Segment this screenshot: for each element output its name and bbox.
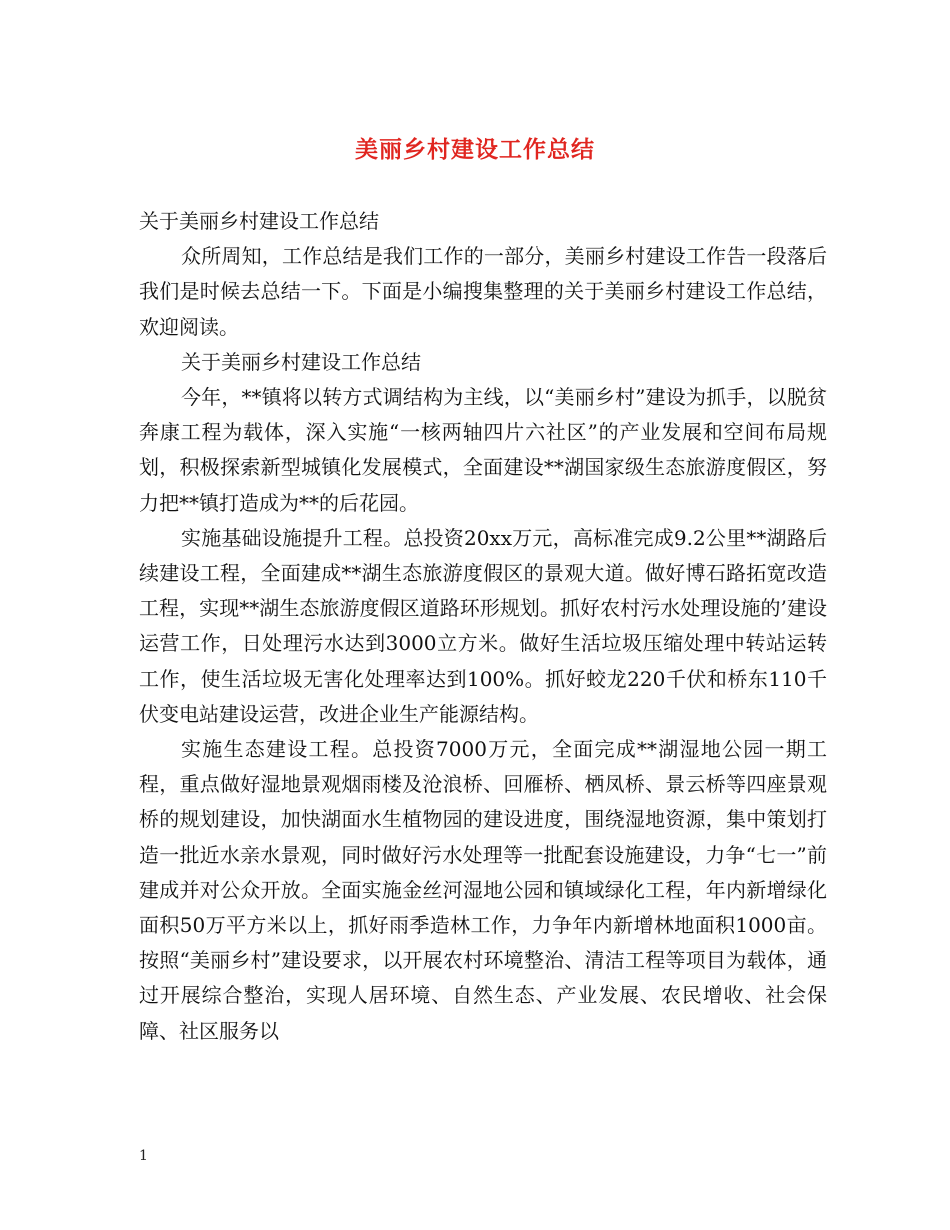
body-paragraph: 今年，**镇将以转方式调结构为主线，以“美丽乡村”建设为抓手，以脱贫奔康工程为载体，深入实施“一核两轴四片六社区”的产业发展和空间布局规划，积极探索新型城镇化发展模式，全面建设**湖国家级生态旅游度假区，努力把**镇打造成为**的后花园。 bbox=[139, 385, 827, 515]
document-title: 美丽乡村建设工作总结 bbox=[355, 137, 595, 163]
subheading-paragraph: 关于美丽乡村建设工作总结 bbox=[181, 349, 421, 374]
section-heading: 关于美丽乡村建设工作总结 bbox=[139, 209, 379, 233]
document-body bbox=[139, 204, 827, 1049]
body-paragraph: 实施生态建设工程。总投资7000万元，全面完成**湖湿地公园一期工程，重点做好湿地景观烟雨楼及沧浪桥、回雁桥、栖凤桥、景云桥等四座景观桥的规划建设，加快湖面水生植物园的建设进度，围绕湿地资源，集中策划打造一批近水亲水景观，同时做好污水处理等一批配套设施建设，力争“七一”前建成并对公众开放。全面实施金丝河湿地公园和镇域绿化工程，年内新增绿化面积50万平方米以上，抓好雨季造林工作，力争年内新增林地面积1000亩。按照“美丽乡村”建设要求，以开展农村环境整治、清洁工程等项目为载体，通过开展综合整治，实现人居环境、自然生态、产业发展、农民增收、社会保障、社区服务以 bbox=[139, 737, 827, 1043]
body-paragraph: 实施基础设施提升工程。总投资20xx万元，高标准完成9.2公里**湖路后续建设工程，全面建成**湖生态旅游度假区的景观大道。做好博石路拓宽改造工程，实现**湖生态旅游度假区道路环形规划。抓好农村污水处理设施的’建设运营工作，日处理污水达到3000立方米。做好生活垃圾压缩处理中转站运转工作，使生活垃圾无害化处理率达到100%。抓好蛟龙220千伏和桥东110千伏变电站建设运营，改进企业生产能源结构。 bbox=[139, 525, 827, 726]
intro-paragraph: 众所周知，工作总结是我们工作的一部分，美丽乡村建设工作告一段落后我们是时候去总结一下。下面是小编搜集整理的关于美丽乡村建设工作总结，欢迎阅读。 bbox=[139, 244, 827, 339]
page-number: 1 bbox=[139, 1148, 148, 1164]
